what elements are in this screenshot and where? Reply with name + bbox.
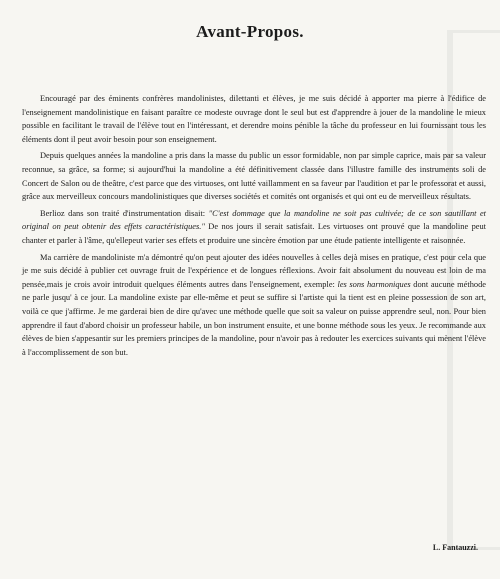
body-text — [22, 92, 486, 362]
paragraph-2 — [22, 149, 486, 203]
paragraph-4-after: dont aucune méthode ne parle jusqu' à ce jour. La mandoline existe par elle-même et peut se suffire si l'artiste qui la tient est en pleine possession de son art, voilà ce que j'affirme. Je me garderai bien de dire qu'avec une méthode quelle que soit sa valeur on puisse apprendre seul, non. Pour bien apprendre il faut d'abord choisir un professeur habile, un bon instrument ensuite, et une bonne méthode sous les yeux. Je recommande aux élèves de bien s'appesantir sur les premiers principes de la mandoline, pour n'avoir pas à redouter les exercices suivants qui mènent l'élève à l'accomplissement de son but. — [22, 279, 486, 357]
paragraph-1 — [22, 92, 486, 146]
paragraph-3-quote: "C'est dommage que la mandoline ne soit pas cultivée; de ce son sautillant et original on peut obtenir des effets caractéristiques." — [22, 208, 487, 232]
page-title: Avant-Propos. — [196, 22, 304, 41]
paragraph-3-text: Berlioz dans son traité d'instrumentation disait: — [40, 208, 209, 218]
paragraph-3 — [22, 207, 486, 248]
paragraph-4-italic: les sons harmoniques — [337, 279, 411, 289]
paragraph-3-after: De nos jours il serait satisfait. Les virtuoses ont prouvé que la mandoline peut chanter et parler à l'âme, qu'ellepeut varier ses effets et produire une sincère émotion par une étude patiente intelligente et raisonnée. — [22, 222, 486, 245]
paragraph-2-text: Depuis quelques années la mandoline a pris dans la masse du public un essor formidable, non par simple caprice, mais par sa valeur reconnue, sa grâce, sa forme; si aujourd'hui la mandoline a été définitivement classée dans l'illustre famille des instruments soli de Concert de Salon ou de theâtre, c'est parce que des virtuoses, ont lutté vaillamment en sa faveur par l'audition et par le professorat et aussi, grâce aux merveilleux concours mandolinistiques que diverses sociétés et comités ont organisés et qui ont eu de merveilleux résultats. — [22, 151, 486, 202]
paragraph-1-text: Encouragé par des éminents confrères mandolinistes, dilettanti et élèves, je me suis décidé à apporter ma pierre à l'édifice de l'enseignement mandolinistique en faisant paraître ce modeste ouvrage dont le seul but est d'apprendre à jouer de la mandoline le mieux possible en facilitant le travail de l'élève tout en l'intéressant, et derendre moins pénible la tâche du professeur en lui fournissant tous les éléments dont il peut avoir besoin pour son enseignement. — [22, 94, 486, 144]
paragraph-4-text: Ma carrière de mandoliniste m'a démontré qu'on peut ajouter des idées nouvelles à celles dejà mises en pratique, c'est pour cela que je me suis décidé à publier cet ouvrage fruit de l'expérience et de longues réflexions. Avoir fait absolument du nouveau est loin de ma pensée,mais je crois avoir introduit quelques éléments autres dans l'enseignement, exemple: — [22, 252, 486, 289]
paragraph-4 — [22, 251, 486, 360]
author-signature: L. Fantauzzi. — [432, 543, 478, 552]
